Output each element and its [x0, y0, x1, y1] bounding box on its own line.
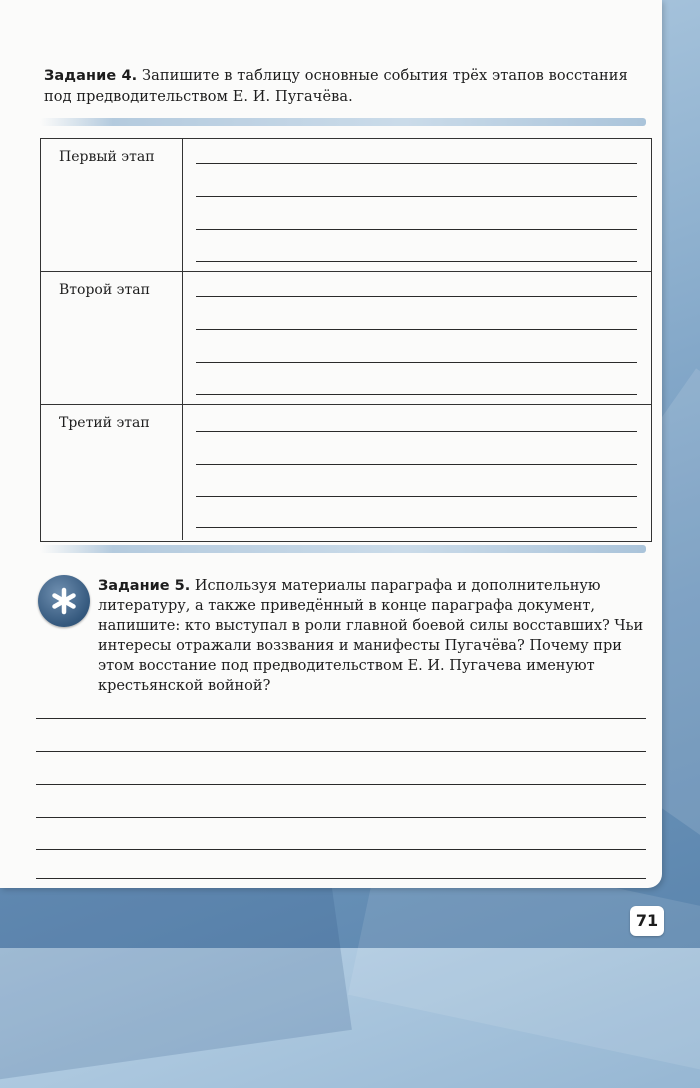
decorative-strip — [40, 118, 646, 126]
stage-label: Первый этап — [41, 139, 183, 271]
answer-line[interactable] — [196, 261, 637, 262]
answer-line[interactable] — [36, 718, 646, 719]
page-number: 71 — [630, 906, 664, 936]
answer-line[interactable] — [196, 229, 637, 230]
answer-line[interactable] — [196, 329, 637, 330]
answer-line[interactable] — [36, 849, 646, 850]
task-4 — [44, 66, 640, 108]
answer-line[interactable] — [36, 751, 646, 752]
answer-line[interactable] — [196, 362, 637, 363]
asterisk-glyph — [49, 586, 79, 616]
decorative-strip — [40, 545, 646, 553]
answer-line[interactable] — [196, 296, 637, 297]
asterisk-icon — [38, 575, 90, 627]
answer-line[interactable] — [196, 163, 637, 164]
answer-line[interactable] — [196, 431, 637, 432]
stage-label: Второй этап — [41, 272, 183, 404]
answer-line[interactable] — [36, 878, 646, 879]
stage-row-3 — [41, 405, 651, 540]
task-4-label: Задание 4. — [44, 68, 138, 84]
answer-line[interactable] — [196, 464, 637, 465]
stages-table — [40, 138, 652, 542]
stage-row-2 — [41, 272, 651, 405]
task-5-text: Используя материалы параграфа и дополнительную литературу, а также приведённый в конце параграфа документ, напишите: кто выступал в роли главной боевой силы восставших? Чьи интересы отражали воззвания и манифесты Пугачёва? Почему при этом восстание под предводительством Е. И. Пугачева именуют крестьянской войной? — [98, 578, 644, 694]
answer-line[interactable] — [196, 527, 637, 528]
task-4-text: Запишите в таблицу основные события трёх этапов восстания под предводительством Е. И. Пугачёва. — [44, 68, 628, 105]
task-5-label: Задание 5. — [98, 578, 191, 594]
task-5 — [98, 576, 648, 696]
stage-label: Третий этап — [41, 405, 183, 540]
answer-line[interactable] — [196, 496, 637, 497]
answer-line[interactable] — [36, 817, 646, 818]
answer-line[interactable] — [196, 394, 637, 395]
answer-line[interactable] — [196, 196, 637, 197]
stage-row-1 — [41, 139, 651, 272]
answer-line[interactable] — [36, 784, 646, 785]
